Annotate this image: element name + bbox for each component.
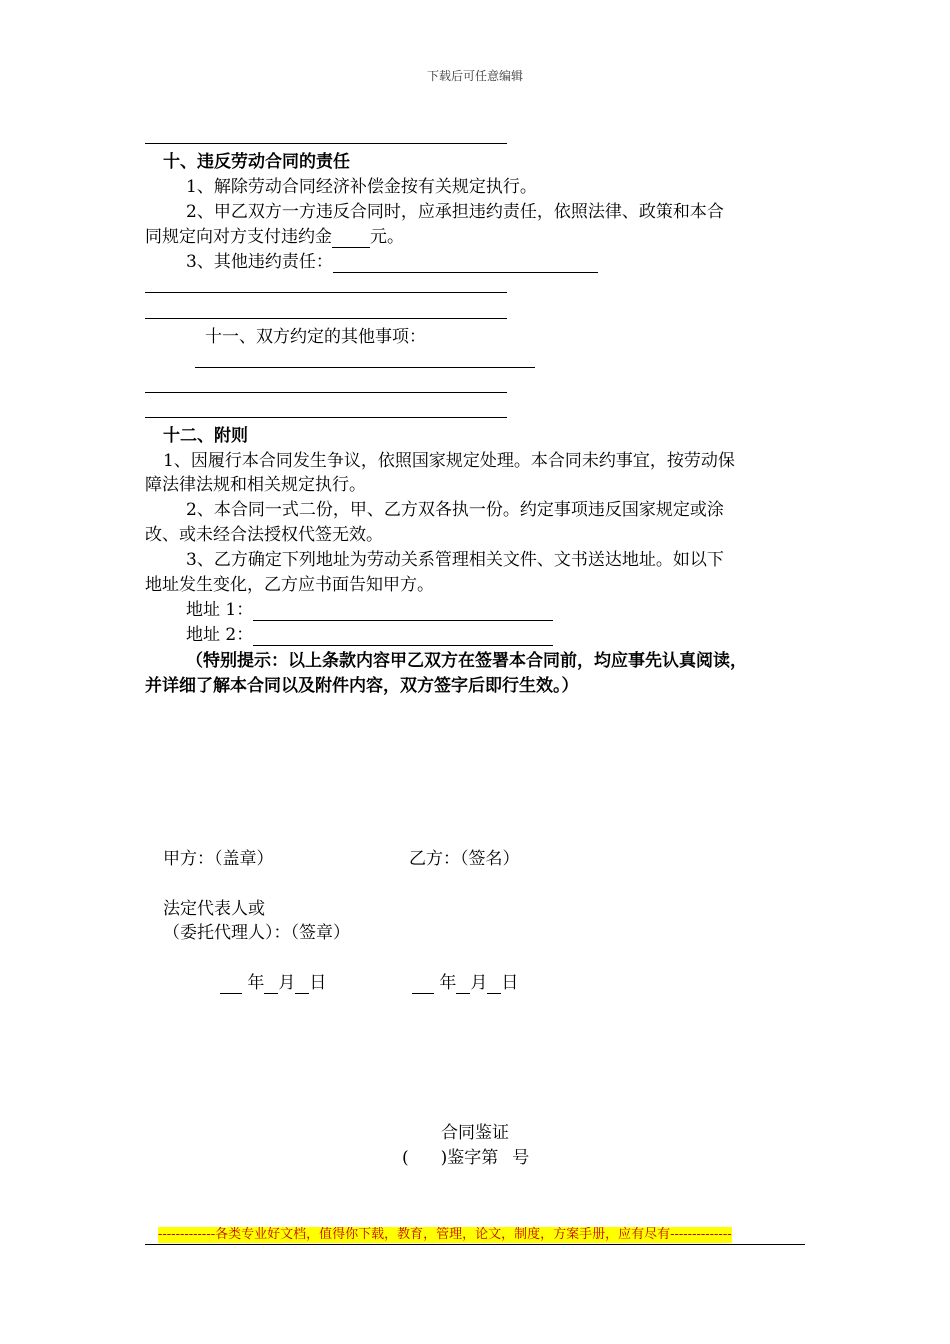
blank-line[interactable] — [145, 392, 507, 393]
special-notice-line-2: 并详细了解本合同以及附件内容，双方签字后即行生效。） — [145, 676, 579, 696]
day-blank[interactable] — [295, 975, 309, 994]
section-12-item-3-line-2: 地址发生变化，乙方应书面告知甲方。 — [145, 575, 434, 595]
verification-open-paren: ( — [402, 1148, 409, 1168]
penalty-amount-blank[interactable] — [332, 229, 370, 248]
blank-line[interactable] — [195, 367, 535, 368]
section-12-item-1-line-1: 1、因履行本合同发生争议，依照国家规定处理。本合同未约事宜，按劳动保 — [163, 451, 735, 471]
section-10-title: 十、违反劳动合同的责任 — [163, 152, 350, 172]
section-12-item-1-line-2: 障法律法规和相关规定执行。 — [145, 475, 366, 495]
day-blank[interactable] — [487, 975, 501, 994]
year-label: 年 — [247, 973, 265, 993]
year-label: 年 — [439, 973, 457, 993]
blank-line[interactable] — [145, 417, 507, 418]
date-party-b — [412, 972, 518, 994]
blank-line — [145, 143, 507, 144]
section-10-item-2-line-2 — [145, 226, 404, 248]
blank-line[interactable] — [145, 292, 507, 293]
month-label: 月 — [278, 973, 296, 993]
party-b-signature: 乙方：（签名） — [409, 849, 520, 869]
section-12-item-3-line-1: 3、乙方确定下列地址为劳动关系管理相关文件、文书送达地址。如以下 — [186, 550, 724, 570]
penalty-unit: 元。 — [370, 227, 404, 247]
address-2-row — [186, 624, 553, 646]
legal-rep-line-1: 法定代表人或 — [163, 899, 265, 919]
month-label: 月 — [470, 973, 488, 993]
address-1-row — [186, 599, 553, 621]
day-label: 日 — [309, 973, 327, 993]
section-10-item-2-line-1: 2、甲乙双方一方违反合同时，应承担违约责任，依照法律、政策和本合 — [186, 202, 724, 222]
section-10-item-1: 1、解除劳动合同经济补偿金按有关规定执行。 — [186, 177, 537, 197]
verification-number-text: )鉴字第 — [440, 1148, 499, 1168]
header-note: 下载后可任意编辑 — [426, 69, 523, 83]
blank-line[interactable] — [145, 318, 507, 319]
section-12-item-2-line-2: 改、或未经合法授权代签无效。 — [145, 525, 383, 545]
verification-number — [402, 1147, 529, 1169]
day-label: 日 — [501, 973, 519, 993]
other-liability-blank[interactable] — [333, 254, 598, 273]
contract-verification-title: 合同鉴证 — [441, 1123, 509, 1143]
section-12-item-2-line-1: 2、本合同一式二份，甲、乙方双各执一份。约定事项违反国家规定或涂 — [186, 500, 724, 520]
footer-banner: -------------各类专业好文档，值得你下载，教育，管理，论文，制度，方案手册，应有尽有-------------- — [158, 1227, 732, 1242]
month-blank[interactable] — [264, 975, 278, 994]
other-liability-label: 3、其他违约责任： — [186, 252, 333, 272]
address-1-label: 地址 1： — [186, 600, 254, 620]
penalty-text: 同规定向对方支付违约金 — [145, 227, 332, 247]
verification-number-suffix: 号 — [512, 1148, 530, 1168]
section-12-title: 十二、附则 — [163, 426, 248, 446]
month-blank[interactable] — [456, 975, 470, 994]
party-a-seal: 甲方：（盖章） — [163, 849, 274, 869]
address-2-blank[interactable] — [253, 627, 553, 646]
address-1-blank[interactable] — [253, 602, 553, 621]
year-blank[interactable] — [412, 975, 434, 994]
legal-rep-line-2: （委托代理人）：（签章） — [163, 923, 350, 943]
address-2-label: 地址 2： — [186, 625, 254, 645]
footer-rule — [145, 1244, 805, 1245]
special-notice-line-1: （特别提示：以上条款内容甲乙双方在签署本合同前，均应事先认真阅读， — [186, 651, 747, 671]
section-10-item-3 — [186, 251, 598, 273]
year-blank[interactable] — [220, 975, 242, 994]
section-11-title: 十一、双方约定的其他事项： — [205, 327, 426, 347]
date-party-a — [220, 972, 326, 994]
